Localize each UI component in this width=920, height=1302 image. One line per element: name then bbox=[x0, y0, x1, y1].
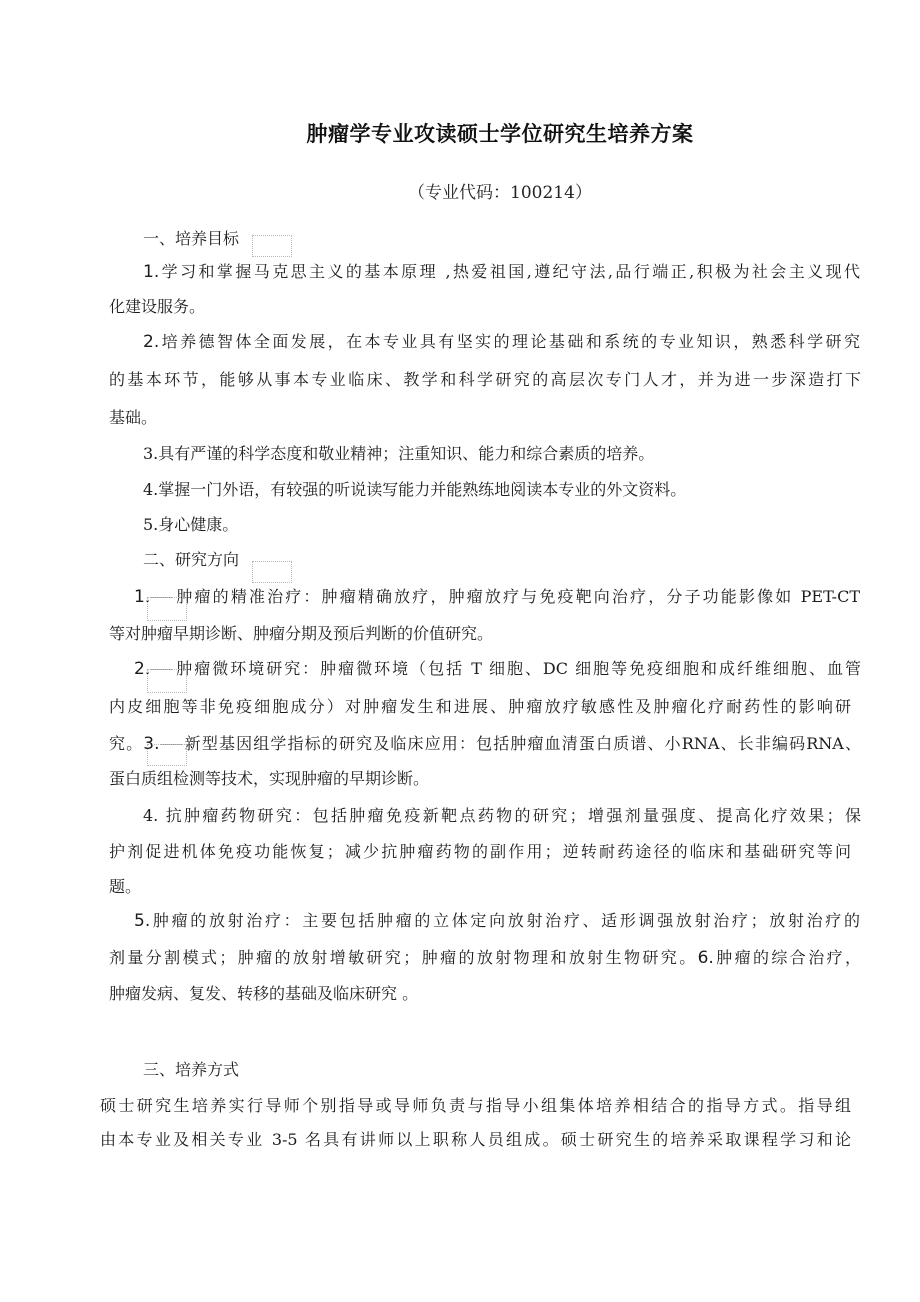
direction-item-5-text: 肿瘤的放射治疗：主要包括肿瘤的立体定向放射治疗、适形调强放射治疗；放射治疗的 bbox=[150, 911, 860, 930]
section2-heading: 二、研究方向 bbox=[143, 550, 240, 569]
goal-item-2-line-2: 的基本环节，能够从事本专业临床、教学和科学研究的高层次专门人才，并为进一步深造打下 bbox=[109, 370, 861, 389]
direction-item-1-number: 1. bbox=[134, 587, 151, 607]
direction-item-2-line-1 bbox=[134, 659, 861, 679]
goal-item-1-text: 学习和掌握马克思主义的基本原理 ,热爱祖国,遵纪守法,品行端正,积极为社会主义现代 bbox=[159, 262, 860, 281]
direction-item-6-text: 肿瘤的综合治疗， bbox=[713, 948, 861, 967]
direction-item-4-line-2: 护剂促进机体免疫功能恢复；减少抗肿瘤药物的副作用；逆转耐药途径的临床和基础研究等问 bbox=[109, 842, 851, 861]
document-subtitle: （专业代码：100214） bbox=[408, 183, 592, 203]
direction-item-3-text: 新型基因组学指标的研究及临床应用：包括肿瘤血清蛋白质谱、小RNA、长非编码RNA、 bbox=[183, 734, 861, 753]
direction-item-3-line-2: 蛋白质组检测等技术，实现肿瘤的早期诊断。 bbox=[109, 769, 430, 788]
goal-item-3: 3.具有严谨的科学态度和敬业精神；注重知识、能力和综合素质的培养。 bbox=[143, 444, 655, 463]
goal-item-1-number: 1. bbox=[143, 262, 160, 282]
direction-item-5-number: 5. bbox=[134, 911, 151, 931]
direction-item-5-line-2 bbox=[109, 948, 861, 968]
document-title: 肿瘤学专业攻读硕士学位研究生培养方案 bbox=[306, 122, 694, 146]
direction-item-5-line-1 bbox=[134, 911, 860, 931]
goal-item-2-text: 培养德智体全面发展，在本专业具有坚实的理论基础和系统的专业知识，熟悉科学研究 bbox=[159, 332, 860, 351]
goal-item-1-line-1 bbox=[143, 262, 860, 282]
dash-mark bbox=[151, 669, 173, 670]
training-mode-line-1: 硕士研究生培养实行导师个别指导或导师负责与指导小组集体培养相结合的指导方式。指导组 bbox=[100, 1096, 851, 1115]
goal-item-2-line-1 bbox=[143, 332, 860, 352]
direction-item-2-line-2: 内皮细胞等非免疫细胞成分）对肿瘤发生和进展、肿瘤放疗敏感性及肿瘤化疗耐药性的影响研 bbox=[109, 697, 851, 716]
direction-item-4-line-1: 4. 抗肿瘤药物研究：包括肿瘤免疫新靶点药物的研究；增强剂量强度、提高化疗效果；保 bbox=[143, 806, 861, 825]
direction-item-1-text: 肿瘤的精准治疗：肿瘤精确放疗，肿瘤放疗与免疫靶向治疗，分子功能影像如 PET-CT bbox=[174, 587, 860, 606]
goal-item-5: 5.身心健康。 bbox=[143, 515, 239, 534]
direction-item-3-number: 3. bbox=[143, 734, 160, 754]
direction-item-2-number: 2. bbox=[134, 659, 151, 679]
section3-heading: 三、培养方式 bbox=[143, 1060, 240, 1079]
training-mode-line-2: 由本专业及相关专业 3-5 名具有讲师以上职称人员组成。硕士研究生的培养采取课程学习和论 bbox=[100, 1130, 851, 1149]
goal-item-1-line-2: 化建设服务。 bbox=[109, 297, 206, 316]
edit-marker bbox=[252, 561, 292, 583]
section1-heading: 一、培养目标 bbox=[143, 229, 240, 248]
direction-item-6-number: 6. bbox=[697, 948, 714, 968]
dash-mark bbox=[161, 744, 183, 745]
goal-item-2-number: 2. bbox=[143, 332, 160, 352]
direction-item-3-line-1 bbox=[109, 734, 861, 754]
direction-item-2-line-3: 究。 bbox=[109, 734, 144, 753]
direction-item-4-line-3: 题。 bbox=[109, 877, 142, 896]
dash-mark bbox=[151, 597, 173, 598]
direction-item-5-line-3: 肿瘤发病、复发、转移的基础及临床研究 。 bbox=[109, 984, 419, 1003]
goal-item-4: 4.掌握一门外语，有较强的听说读写能力并能熟练地阅读本专业的外文资料。 bbox=[143, 480, 687, 499]
edit-marker bbox=[252, 235, 292, 257]
direction-item-1-line-1 bbox=[134, 587, 860, 607]
direction-item-1-line-2: 等对肿瘤早期诊断、肿瘤分期及预后判断的价值研究。 bbox=[109, 624, 494, 643]
direction-item-5-line-2-text: 剂量分割模式；肿瘤的放射增敏研究；肿瘤的放射物理和放射生物研究。 bbox=[109, 948, 698, 967]
direction-item-2-text: 肿瘤微环境研究：肿瘤微环境（包括 T 细胞、DC 细胞等免疫细胞和成纤维细胞、血管 bbox=[174, 659, 861, 678]
goal-item-2-line-3: 基础。 bbox=[109, 408, 158, 427]
